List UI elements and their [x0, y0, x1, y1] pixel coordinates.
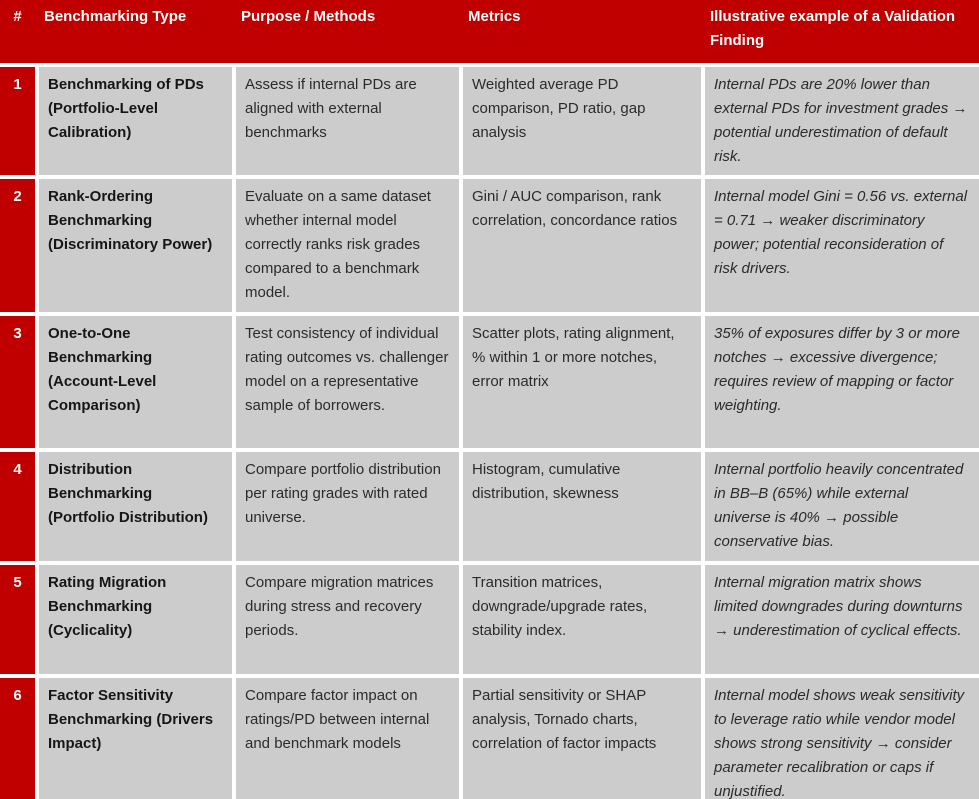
row-number: 6 — [0, 678, 35, 799]
benchmarking-type-cell: Benchmarking of PDs (Portfolio-Level Calibration) — [35, 67, 232, 179]
example-finding-cell: Internal PDs are 20% lower than external PDs for investment grades → potential underestimation of default risk. — [701, 67, 979, 179]
metrics-cell: Weighted average PD comparison, PD ratio, gap analysis — [459, 67, 701, 179]
metrics-cell: Scatter plots, rating alignment, % within 1 or more notches, error matrix — [459, 316, 701, 452]
benchmarking-type-cell: Factor Sensitivity Benchmarking (Drivers Impact) — [35, 678, 232, 799]
table-row — [0, 678, 979, 799]
benchmarking-type-cell: Distribution Benchmarking (Portfolio Distribution) — [35, 452, 232, 565]
metrics-cell: Histogram, cumulative distribution, skewness — [459, 452, 701, 565]
example-finding-cell: Internal model Gini = 0.56 vs. external = 0.71 → weaker discriminatory power; potential reconsideration of risk drivers. — [701, 179, 979, 316]
column-header-number: # — [0, 0, 35, 67]
example-finding-cell: Internal migration matrix shows limited downgrades during downturns → underestimation of cyclical effects. — [701, 565, 979, 678]
purpose-methods-cell: Compare migration matrices during stress and recovery periods. — [232, 565, 459, 678]
row-number: 5 — [0, 565, 35, 678]
example-finding-cell: Internal portfolio heavily concentrated in BB–B (65%) while external universe is 40% → possible conservative bias. — [701, 452, 979, 565]
table-row — [0, 452, 979, 565]
table-row — [0, 179, 979, 316]
table-row — [0, 565, 979, 678]
metrics-cell: Gini / AUC comparison, rank correlation, concordance ratios — [459, 179, 701, 316]
purpose-methods-cell: Test consistency of individual rating outcomes vs. challenger model on a representative sample of borrowers. — [232, 316, 459, 452]
row-number: 1 — [0, 67, 35, 179]
benchmarking-type-cell: One-to-One Benchmarking (Account-Level Comparison) — [35, 316, 232, 452]
metrics-cell: Transition matrices, downgrade/upgrade rates, stability index. — [459, 565, 701, 678]
benchmarking-type-cell: Rating Migration Benchmarking (Cyclicality) — [35, 565, 232, 678]
column-header-metrics: Metrics — [459, 0, 701, 67]
benchmarking-type-cell: Rank-Ordering Benchmarking (Discriminatory Power) — [35, 179, 232, 316]
purpose-methods-cell: Assess if internal PDs are aligned with external benchmarks — [232, 67, 459, 179]
purpose-methods-cell: Compare portfolio distribution per rating grades with rated universe. — [232, 452, 459, 565]
column-header-illustrative-example: Illustrative example of a Validation Finding — [701, 0, 979, 67]
row-number: 3 — [0, 316, 35, 452]
column-header-purpose-methods: Purpose / Methods — [232, 0, 459, 67]
example-finding-cell: Internal model shows weak sensitivity to leverage ratio while vendor model shows strong sensitivity → consider parameter recalibration or caps if unjustified. — [701, 678, 979, 799]
column-header-benchmarking-type: Benchmarking Type — [35, 0, 232, 67]
header-row — [0, 0, 979, 67]
example-finding-cell: 35% of exposures differ by 3 or more notches → excessive divergence; requires review of mapping or factor weighting. — [701, 316, 979, 452]
row-number: 4 — [0, 452, 35, 565]
metrics-cell: Partial sensitivity or SHAP analysis, Tornado charts, correlation of factor impacts — [459, 678, 701, 799]
table-row — [0, 316, 979, 452]
table-row — [0, 67, 979, 179]
row-number: 2 — [0, 179, 35, 316]
purpose-methods-cell: Compare factor impact on ratings/PD between internal and benchmark models — [232, 678, 459, 799]
purpose-methods-cell: Evaluate on a same dataset whether internal model correctly ranks risk grades compared to a benchmark model. — [232, 179, 459, 316]
